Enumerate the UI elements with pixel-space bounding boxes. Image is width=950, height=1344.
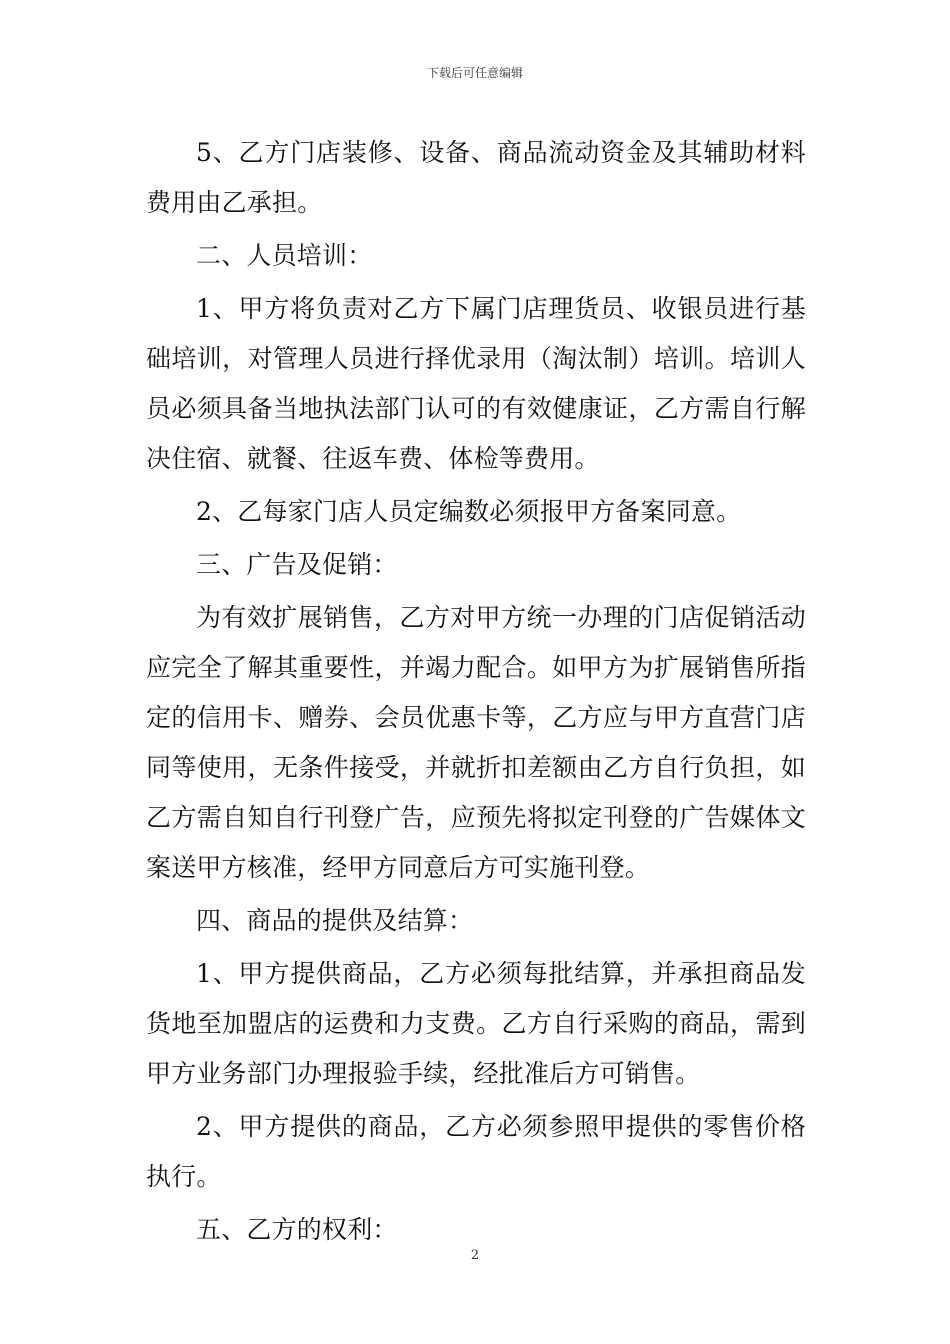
paragraph: 1、甲方将负责对乙方下属门店理货员、收银员进行基础培训，对管理人员进行择优录用（淘汰制）培训。培训人员必须具备当地执法部门认可的有效健康证，乙方需自行解决住宿、就餐、往返车费、体检等费用。: [146, 294, 806, 473]
section-heading: 三、广告及促销：: [196, 550, 398, 579]
section-heading: 二、人员培训：: [196, 241, 373, 270]
paragraph: 5、乙方门店装修、设备、商品流动资金及其辅助材料费用由乙承担。: [146, 138, 806, 217]
page-number: 2: [470, 1248, 480, 1263]
paragraph: 为有效扩展销售，乙方对甲方统一办理的门店促销活动应完全了解其重要性，并竭力配合。如甲方为扩展销售所指定的信用卡、赠券、会员优惠卡等，乙方应与甲方直营门店同等使用，无条件接受，并就折扣差额由乙方自行负担，如乙方需自知自行刊登广告，应预先将拟定刊登的广告媒体文案送甲方核准，经甲方同意后方可实施刊登。: [146, 603, 806, 882]
paragraph: 1、甲方提供商品，乙方必须每批结算，并承担商品发货地至加盟店的运费和力支费。乙方自行采购的商品，需到甲方业务部门办理报验手续，经批准后方可销售。: [146, 959, 806, 1088]
section-heading: 四、商品的提供及结算：: [196, 906, 474, 935]
paragraph: 2、乙每家门店人员定编数必须报甲方备案同意。: [196, 497, 742, 526]
document-body: [146, 128, 806, 1258]
section-heading: 五、乙方的权利：: [196, 1215, 398, 1244]
paragraph: 2、甲方提供的商品，乙方必须参照甲提供的零售价格执行。: [146, 1112, 806, 1191]
page-header: 下载后可任意编辑: [426, 66, 523, 80]
